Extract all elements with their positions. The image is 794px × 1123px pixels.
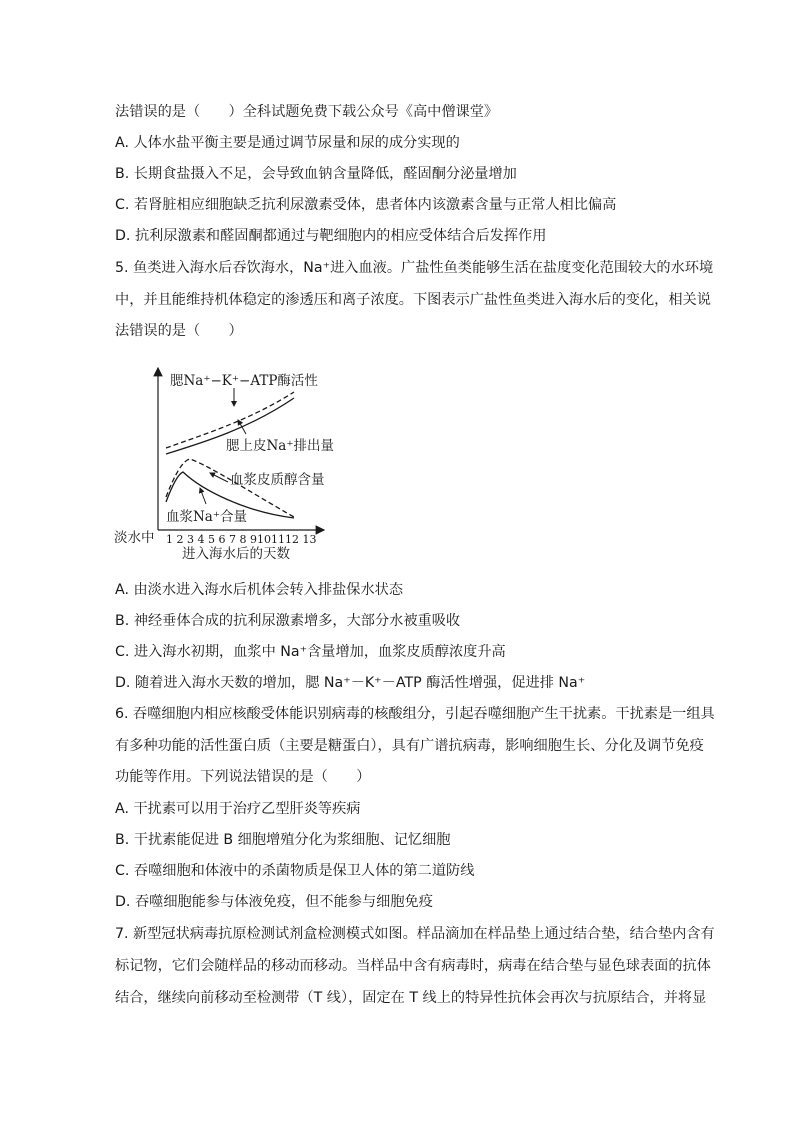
question-5-stem-cont: 中，并且能维持机体稳定的渗透压和离子浓度。下图表示广盐性鱼类进入海水后的变化，相关说 xyxy=(115,292,711,308)
option-a: A. 干扰素可以用于治疗乙型肝炎等疾病 xyxy=(115,801,361,817)
label-plasma-na: 血浆Na⁺合量 xyxy=(166,509,247,525)
option-c: C. 进入海水初期，血浆中 Na⁺含量增加，血浆皮质醇浓度升高 xyxy=(115,644,506,660)
question-6-stem-cont: 有多种功能的活性蛋白质（主要是糖蛋白），具有广谱抗病毒，影响细胞生长、分化及调节免疫 xyxy=(115,738,704,754)
label-atp: 腮Na⁺−K⁺−ATP酶活性 xyxy=(170,373,318,389)
na-figure xyxy=(110,362,340,562)
option-d: D. 吞噬细胞能参与体液免疫，但不能参与细胞免疫 xyxy=(115,894,433,910)
question-7-stem: 7. 新型冠状病毒抗原检测试剂盒检测模式如图。样品滴加在样品垫上通过结合垫，结合垫内含有 xyxy=(115,926,715,942)
option-c: C. 若肾脏相应细胞缺乏抗利尿激素受体，患者体内该激素含量与正常人相比偏高 xyxy=(115,197,617,213)
option-c: C. 吞噬细胞和体液中的杀菌物质是保卫人体的第二道防线 xyxy=(115,863,475,879)
cortisol-pointer xyxy=(210,473,228,482)
option-d: D. 抗利尿激素和醛固酮都通过与靶细胞内的相应受体结合后发挥作用 xyxy=(115,228,547,244)
question-7-stem-cont: 标记物，它们会随样品的移动而移动。当样品中含有病毒时，病毒在结合垫与显色球表面的抗体 xyxy=(115,958,711,974)
label-origin: 淡水中 xyxy=(114,530,155,546)
text-line: 法错误的是（ ）全科试题免费下载公众号《高中僧课堂》 xyxy=(115,104,499,120)
x-tick-labels: 1 2 3 4 5 6 7 8 9101112 13 xyxy=(166,533,317,546)
option-d: D. 随着进入海水天数的增加，腮 Na⁺－K⁺－ATP 酶活性增强，促进排 Na⁺ xyxy=(115,675,586,691)
option-a: A. 由淡水进入海水后机体会转入排盐保水状态 xyxy=(115,582,404,598)
excretion-pointer xyxy=(238,420,246,434)
question-5-stem-end: 法错误的是（ ） xyxy=(115,323,243,339)
x-axis-title: 进入海水后的天数 xyxy=(182,546,290,562)
question-6-stem-end: 功能等作用。下列说法错误的是（ ） xyxy=(115,769,371,785)
option-b: B. 干扰素能促进 B 细胞增殖分化为浆细胞、记忆细胞 xyxy=(115,832,451,848)
option-b: B. 神经垂体合成的抗利尿激素增多，大部分水被重吸收 xyxy=(115,613,461,629)
na-pointer xyxy=(200,488,206,504)
option-b: B. 长期食盐摄入不足，会导致血钠含量降低，醛固酮分泌量增加 xyxy=(115,166,517,182)
question-6-stem: 6. 吞噬细胞内相应核酸受体能识别病毒的核酸组分，引起吞噬细胞产生干扰素。干扰素是一组具 xyxy=(115,706,715,722)
figure-svg xyxy=(110,362,340,562)
label-cortisol: 血浆皮质醇含量 xyxy=(230,472,325,488)
label-excretion: 腮上皮Na⁺排出量 xyxy=(226,438,334,454)
question-5-stem: 5. 鱼类进入海水后吞饮海水，Na⁺进入血液。广盐性鱼类能够生活在盐度变化范围较大的水环境 xyxy=(115,260,714,276)
option-a: A. 人体水盐平衡主要是通过调节尿量和尿的成分实现的 xyxy=(115,135,460,151)
question-7-stem-cont2: 结合，继续向前移动至检测带（T 线），固定在 T 线上的特异性抗体会再次与抗原结合，并将显 xyxy=(115,990,707,1006)
